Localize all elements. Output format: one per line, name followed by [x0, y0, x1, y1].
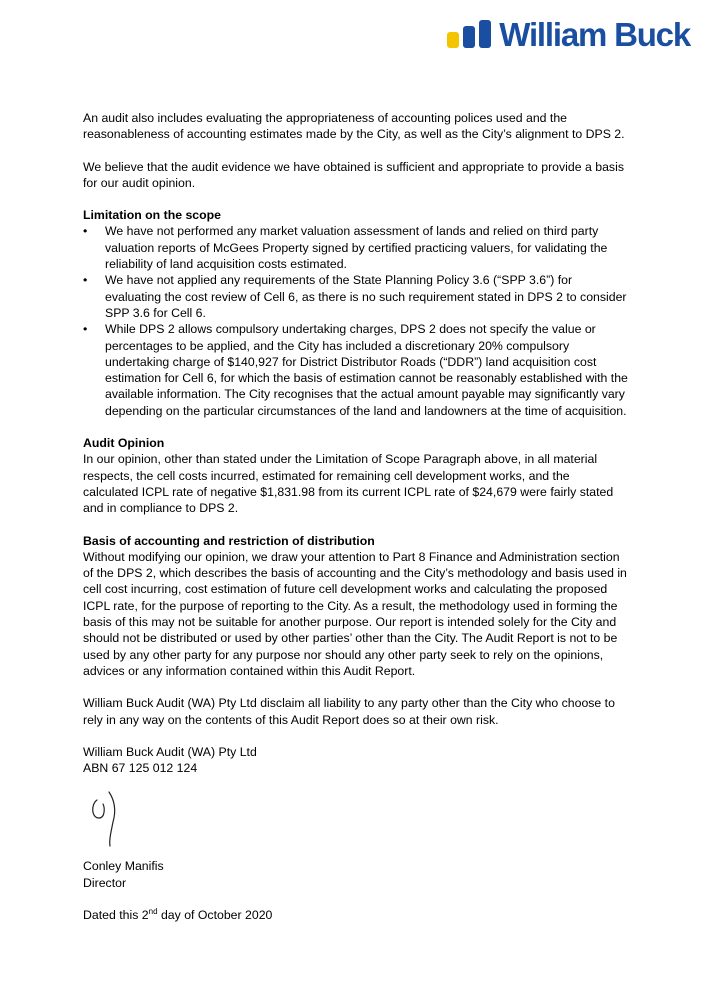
- limitation-item: [83, 321, 628, 419]
- limitation-item-text: We have not performed any market valuation assessment of lands and relied on third party valuation reports of McGees Property signed by certified practicing valuers, for validating the reliability of land acquisition costs estimated.: [105, 224, 608, 272]
- bullet-icon: •: [83, 322, 88, 337]
- limitation-item-text: We have not applied any requirements of the State Planning Policy 3.6 (“SPP 3.6”) for evaluating the cost review of Cell 6, as there is no such requirement stated in DPS 2 to consider SPP 3.6 for Cell 6.: [105, 273, 627, 320]
- dated-ordinal-suffix: nd: [148, 906, 158, 916]
- firm-abn: ABN 67 125 012 124: [83, 761, 198, 776]
- dated-prefix: Dated this 2: [83, 907, 149, 922]
- logo-wordmark: William Buck: [499, 16, 690, 53]
- bullet-icon: •: [83, 273, 88, 288]
- limitation-item: [83, 272, 628, 321]
- report-body: [83, 110, 628, 939]
- bullet-icon: •: [83, 224, 88, 239]
- audit-opinion-heading: Audit Opinion: [83, 436, 165, 451]
- limitation-list: [83, 223, 628, 419]
- disclaimer-text: William Buck Audit (WA) Pty Ltd disclaim all liability to any party other than the City who choose to rely in any way on the contents of this Audit Report does so at their own risk.: [83, 696, 615, 727]
- limitation-item-text: While DPS 2 allows compulsory undertaking charges, DPS 2 does not specify the value or percentages to be applied, and the City has included a discretionary 20% compulsory undertaking charge of $140,927 for District Distributor Roads (“DDR”) land acquisition cost estimation for Cell 6, for which the basis of estimation cannot be reasonably established with the available information. The City recognises that the actual amount payable may significantly vary depending on the particular circumstances of the land and landowners at the time of acquisition.: [105, 322, 628, 418]
- limitation-heading: Limitation on the scope: [83, 208, 222, 223]
- signatory-name: Conley Manifis: [83, 859, 164, 874]
- paragraph-audit-evaluation: An audit also includes evaluating the appropriateness of accounting polices used and the reasonableness of accounting estimates made by the City, as well as the City’s alignment to DPS 2.: [83, 111, 625, 142]
- basis-text: Without modifying our opinion, we draw your attention to Part 8 Finance and Administration section of the DPS 2, which describes the basis of accounting and the City’s methodology and basis used in cell cost incurring, cost estimation of future cell development works and calculating the proposed ICPL rate, for the purpose of reporting to the City. As a result, the methodology used in forming the basis of this may not be suitable for another purpose. Our report is intended solely for the City and should not be distributed or used by other parties’ other than the City. The Audit Report is not to be used by any other party for any purpose nor should any other party seek to rely on the opinions, advices or any information contained within this Audit Report.: [83, 549, 627, 678]
- signature-image: [83, 778, 143, 848]
- william-buck-logo: [447, 18, 690, 51]
- dated-line: [83, 907, 628, 923]
- basis-heading: Basis of accounting and restriction of distribution: [83, 533, 375, 548]
- dated-rest: day of October 2020: [157, 907, 273, 922]
- audit-opinion-text: In our opinion, other than stated under the Limitation of Scope Paragraph above, in all material respects, the cell costs incurred, estimated for remaining cell development works, and the calculated ICPL rate of negative $1,831.98 from its current ICPL rate of $24,679 were fairly stated and in compliance to DPS 2.: [83, 452, 614, 516]
- limitation-item: [83, 223, 628, 272]
- william-buck-logo-mark-icon: [447, 20, 493, 50]
- signatory-title: Director: [83, 875, 127, 890]
- paragraph-audit-evidence: We believe that the audit evidence we have obtained is sufficient and appropriate to provide a basis for our audit opinion.: [83, 159, 624, 190]
- firm-name: William Buck Audit (WA) Pty Ltd: [83, 744, 257, 759]
